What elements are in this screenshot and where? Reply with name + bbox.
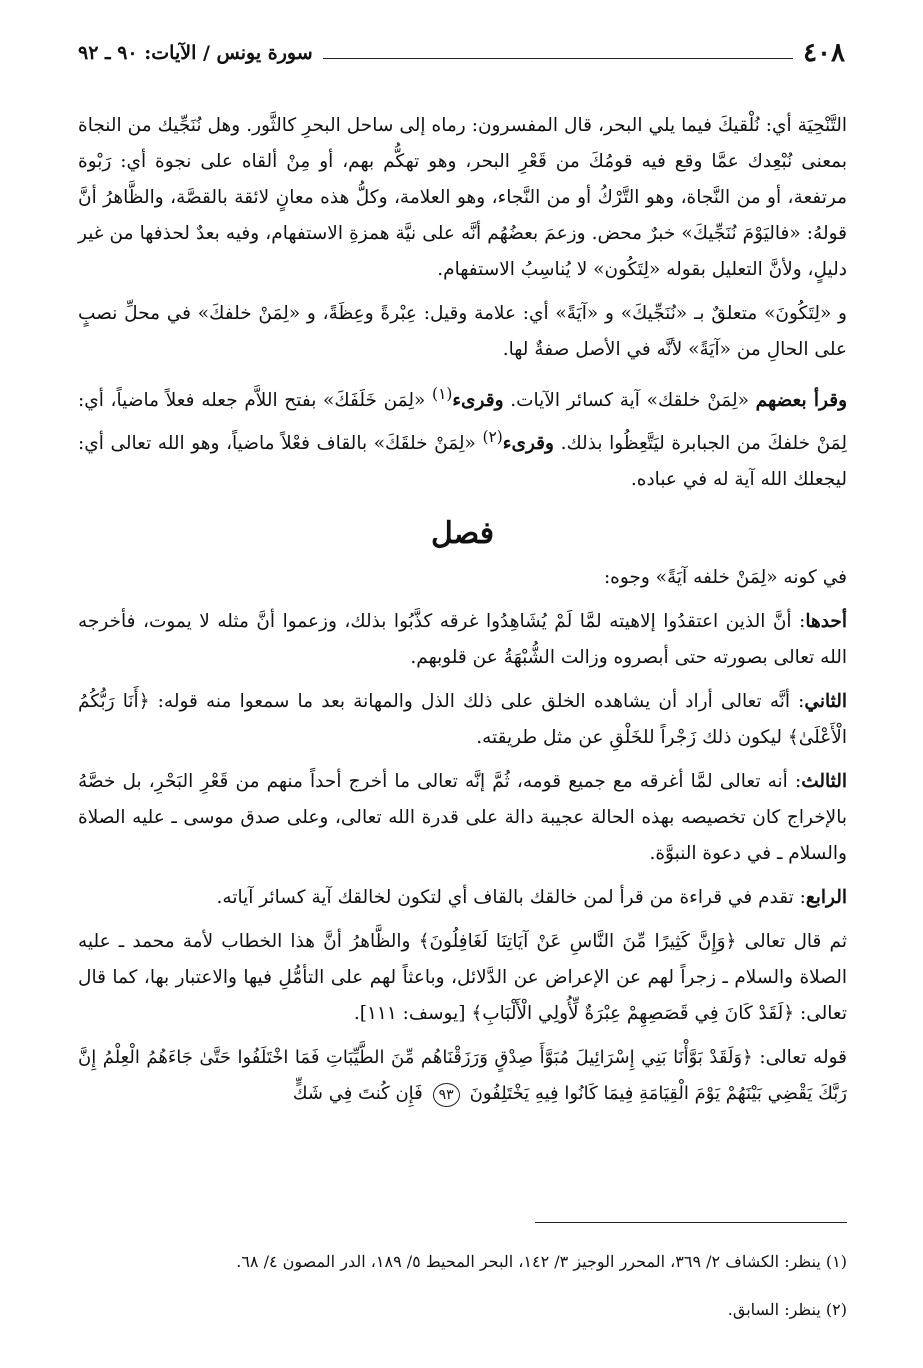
aspect-third-label: الثالث <box>801 771 847 793</box>
aspect-second-text: : أنَّه تعالى أراد أن يشاهده الخلق على ذلك الذل والمهانة بعد ما سمعوا منه قوله: ﴿أَنَا رَبُّكُمُ الْأَعْلَىٰ﴾ ليكون ذلك زَجْراً للخَلْقِ عن مثل طريقته. <box>78 691 847 749</box>
footnote-ref-1[interactable]: (١) <box>432 385 453 403</box>
paragraph-grammar: و «لِتَكُونَ» متعلقٌ بـ «نُنَجِّيكَ» و «آيَةً» أي: علامة وقيل: عِبْرةً وعِظَةً، و «لِمَنْ خلفكَ» في محلِّ نصبٍ على الحالِ من «آيَةً» لأنَّه في الأصل صفةٌ لها. <box>78 303 847 360</box>
reading-text-2: «لِمَن خَلَفَكَ» بفتح اللاَّم جعله فعلاً ماضياً، أي: لِمَنْ خلفكَ من الجبابرة ليَتَّعِظُوا بذلك. <box>78 390 848 455</box>
header-rule <box>323 58 793 59</box>
reading-lead-2: وقرىء <box>452 390 504 412</box>
footnote-2: (٢) ينظر: السابق. <box>727 1300 847 1319</box>
reading-lead-3: وقرىء <box>502 433 554 455</box>
verse-continuation: فَإِن كُنتَ فِي شَكٍّ <box>292 1083 423 1105</box>
aspect-first-text: : أنَّ الذين اعتقدُوا إلاهيته لمَّا لَمْ يُشَاهِدُوا غرقه كذَّبُوا بذلك، وزعموا أنَّ مثله لا يموت، فأخرجه الله تعالى بصورته حتى أبصروه وزالت الشُّبْهَةُ عن قلوبهم. <box>78 611 847 669</box>
aspect-first-label: أحدها <box>805 611 847 633</box>
aspect-fourth-text: : تقدم في قراءة من قرأ لمن خالقك بالقاف أي لتكون لخالقك آية كسائر آياته. <box>216 887 806 909</box>
aspect-third <box>78 764 847 872</box>
reading-text-1: «لِمَنْ خلقك» آية كسائر الآيات. <box>510 390 749 412</box>
quran-verse-block <box>78 1040 847 1112</box>
main-text <box>78 108 847 1120</box>
running-header <box>78 36 845 70</box>
footnotes <box>78 1238 847 1334</box>
paragraph-tanjiya: التَّنْحِيَة أي: نُلْقيكَ فيما يلي البحر، قال المفسرون: رماه إلى ساحل البحرِ كالثَّور. وهل نُنَجِّيك من النجاة بمعنى نُبْعِدك عمَّا وقع فيه قومُكَ من قَعْرِ البحر، وهو تهكُّم بهم، أو مِنْ ألقاه على نجوة أي: رَبْوة مرتفعة، أو من النَّجاة، وهو التَّرْكُ أو من النَّجاء، وهو العلامة، وكلُّ هذه معانٍ لائقة بالقصَّة، والظَّاهرُ أنَّ قولهُ: «فاليَوْمَ نُنَجِّيكَ» خبرٌ محض. وزعمَ بعضُهُم أنَّه على نيَّة همزةِ الاستفهام، وفيه بعدٌ لحذفها من غير دليلٍ، ولأنَّ التعليل بقوله «لِتَكُون» لا يُناسِبُ الاستفهام. <box>78 115 847 280</box>
footnote-1: (١) ينظر: الكشاف ٢/ ٣٦٩، المحرر الوجيز ٣/ ١٤٢، البحر المحيط ٥/ ١٨٩، الدر المصون ٤/ ٦٨. <box>236 1252 847 1271</box>
page-number: ٤٠٨ <box>803 38 845 68</box>
aspect-first <box>78 604 847 676</box>
verse-text: ﴿وَلَقَدْ بَوَّأْنَا بَنِي إِسْرَائِيلَ مُبَوَّأَ صِدْقٍ وَرَزَقْنَاهُم مِّنَ الطَّيِّبَاتِ فَمَا اخْتَلَفُوا حَتَّىٰ جَاءَهُمُ الْعِلْمُ إِنَّ رَبَّكَ يَقْضِي بَيْنَهُمْ يَوْمَ الْقِيَامَةِ فِيمَا كَانُوا فِيهِ يَخْتَلِفُونَ <box>78 1047 847 1105</box>
reading-lead-1: وقرأ بعضهم <box>755 390 848 412</box>
aspect-fourth <box>78 880 847 916</box>
reading-text-3: «لِمَنْ خلقَكَ» بالقاف فعْلاً ماضياً، وهو الله تعالى أي: ليجعلك الله آية له في عباده. <box>78 433 847 491</box>
conclusion-paragraph: ثم قال تعالى ﴿وَإِنَّ كَثِيرًا مِّنَ النَّاسِ عَنْ آيَاتِنَا لَغَافِلُونَ﴾ والظَّاهرُ أنَّ هذا الخطاب لأمة محمد ـ عليه الصلاة والسلام ـ زجراً لهم عن الإعراض عن الدَّلائل، وباعثاً لهم على التأمُّلِ فيها والاعتبار بها، كما قال تعالى: ﴿لَقَدْ كَانَ فِي قَصَصِهِمْ عِبْرَةٌ لِّأُولِي الْأَلْبَابِ﴾ [يوسف: ١١١]. <box>78 931 847 1025</box>
section-intro: في كونه «لِمَنْ خلفه آيَةً» وجوه: <box>603 567 847 589</box>
aspect-second-label: الثاني <box>804 691 847 713</box>
surah-verse-range: سورة يونس / الآيات: ٩٠ ـ ٩٢ <box>78 42 313 64</box>
footnote-ref-2[interactable]: (٢) <box>482 428 503 447</box>
paragraph-readings <box>78 376 847 498</box>
verse-intro: قوله تعالى: <box>759 1047 847 1069</box>
footnote-separator <box>535 1222 847 1223</box>
aspect-fourth-label: الرابع <box>805 887 847 909</box>
aspect-second <box>78 684 847 756</box>
aspect-third-text: : أنه تعالى لمَّا أغرقه مع جميع قومه، ثُمَّ إنَّه تعالى ما أخرج أحداً منهم من قَعْرِ البَحْرِ، بل خصَّهُ بالإخراج كان تخصيصه بهذه الحالة عجيبة دالة على قدرة الله تعالى، وعلى صدق موسى ـ عليه الصلاة والسلام ـ في دعوة النبوَّة. <box>78 771 847 865</box>
ayah-number-marker: ٩٣ <box>433 1083 460 1107</box>
section-heading: فصل <box>430 516 495 552</box>
